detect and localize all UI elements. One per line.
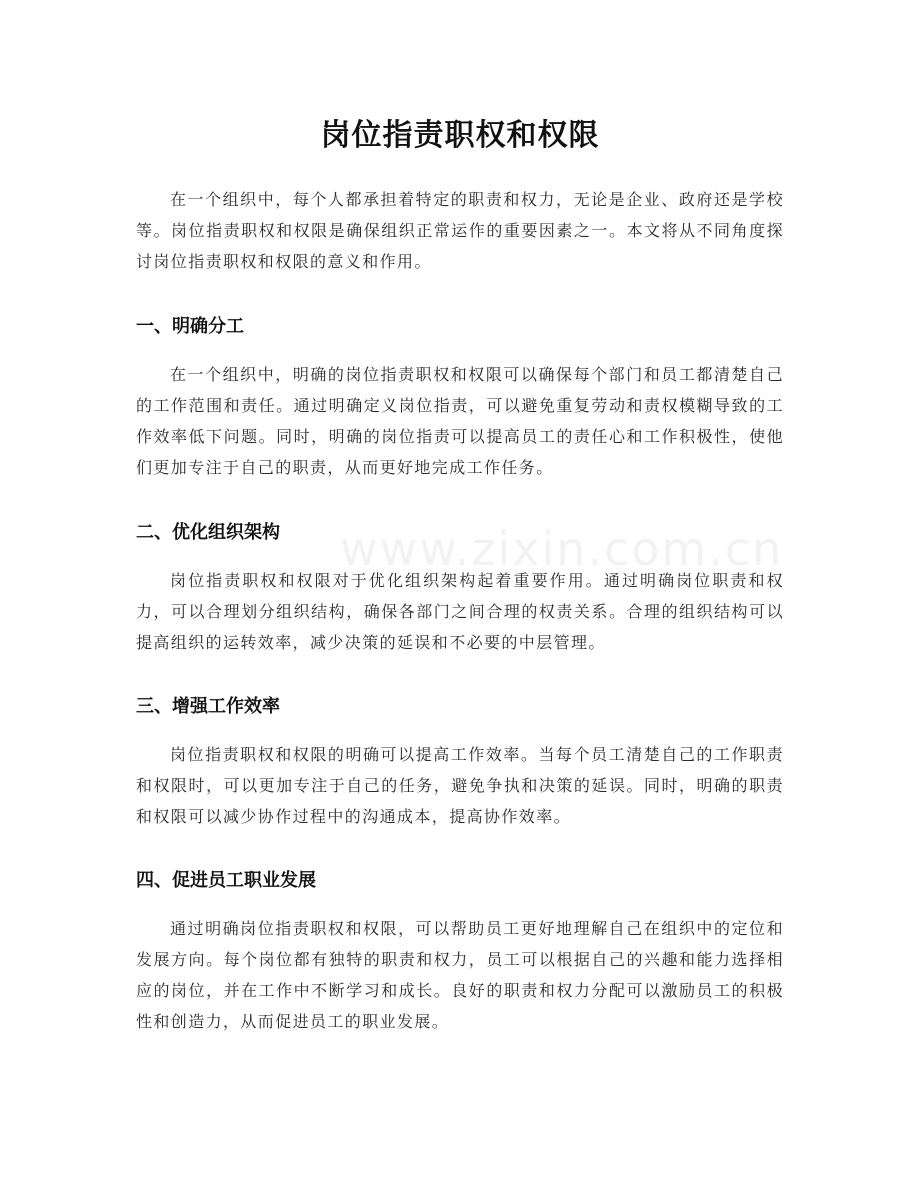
section-body-2: 岗位指责职权和权限对于优化组织架构起着重要作用。通过明确岗位职责和权力，可以合理划分组织结构，确保各部门之间合理的权责关系。合理的组织结构可以提高组织的运转效率，减少决策的延误和不必要的中层管理。: [136, 571, 784, 652]
section-heading-1: 一、明确分工: [136, 316, 244, 337]
watermark: www.zixin.com.cn: [340, 522, 784, 576]
section-heading-3: 三、增强工作效率: [136, 696, 280, 717]
section-body-1: 在一个组织中，明确的岗位指责职权和权限可以确保每个部门和员工都清楚自己的工作范围和责任。通过明确定义岗位指责，可以避免重复劳动和责权模糊导致的工作效率低下问题。同时，明确的岗位指责可以提高员工的责任心和工作积极性，使他们更加专注于自己的职责，从而更好地完成工作任务。: [136, 365, 784, 477]
section-heading-4: 四、促进员工职业发展: [136, 870, 316, 891]
intro-paragraph: 在一个组织中，每个人都承担着特定的职责和权力，无论是企业、政府还是学校等。岗位指责职权和权限是确保组织正常运作的重要因素之一。本文将从不同角度探讨岗位指责职权和权限的意义和作用。: [136, 190, 784, 271]
page-title: 岗位指责职权和权限: [320, 118, 600, 153]
section-heading-2: 二、优化组织架构: [136, 522, 280, 543]
section-body-4: 通过明确岗位指责职权和权限，可以帮助员工更好地理解自己在组织中的定位和发展方向。每个岗位都有独特的职责和权力，员工可以根据自己的兴趣和能力选择相应的岗位，并在工作中不断学习和成长。良好的职责和权力分配可以激励员工的积极性和创造力，从而促进员工的职业发展。: [136, 919, 784, 1031]
section-body-3: 岗位指责职权和权限的明确可以提高工作效率。当每个员工清楚自己的工作职责和权限时，可以更加专注于自己的任务，避免争执和决策的延误。同时，明确的职责和权限可以减少协作过程中的沟通成本，提高协作效率。: [136, 745, 784, 826]
